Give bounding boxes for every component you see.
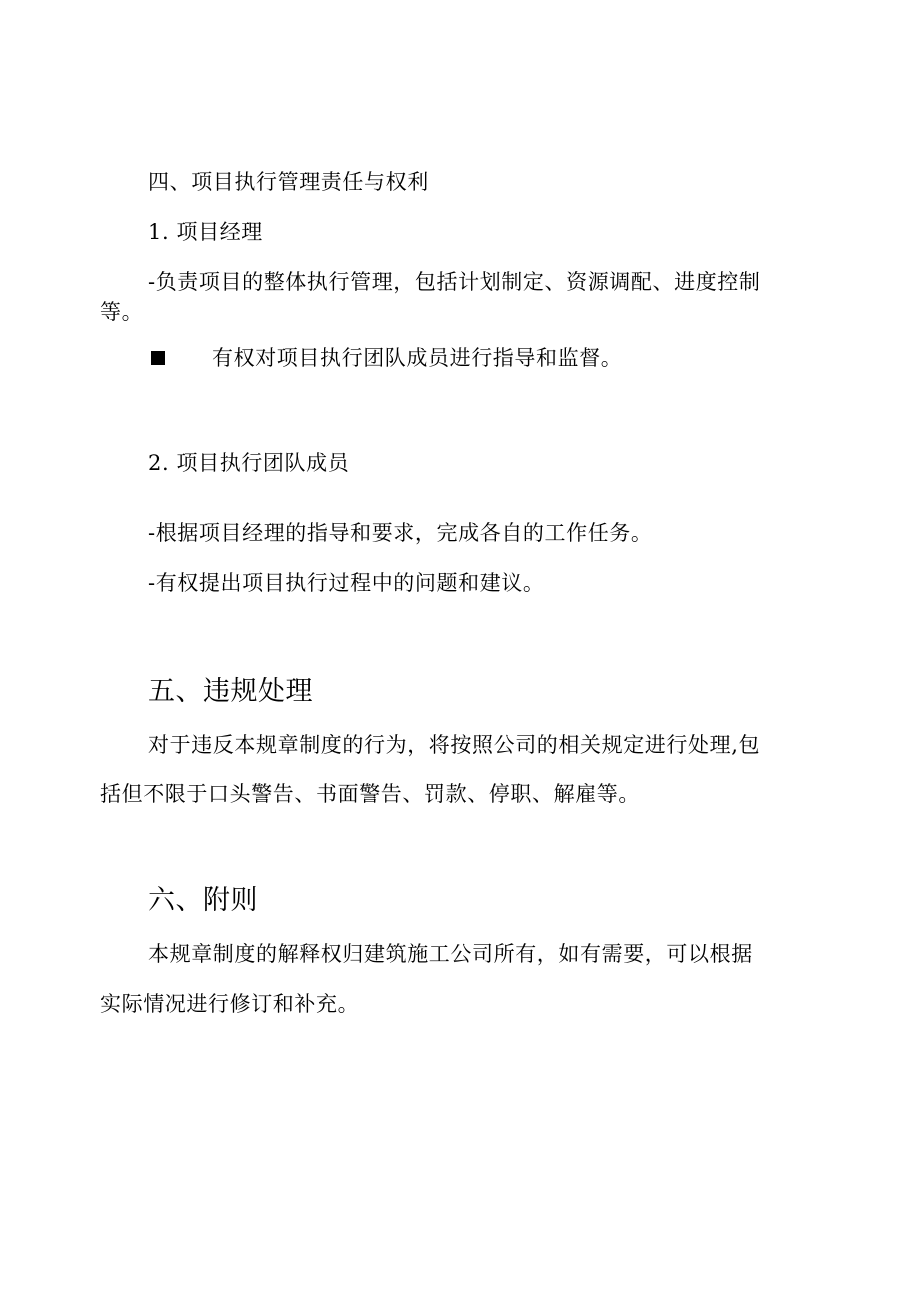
section-6-body-line-1: 本规章制度的解释权归建筑施工公司所有，如有需要，可以根据 — [148, 942, 753, 966]
project-manager-duty-line-1: -负责项目的整体执行管理，包括计划制定、资源调配、进度控制 — [148, 270, 761, 294]
team-member-heading: 2. 项目执行团队成员 — [148, 451, 350, 475]
project-manager-heading: 1. 项目经理 — [148, 220, 263, 244]
section-6-body-line-2: 实际情况进行修订和补充。 — [100, 992, 360, 1016]
project-manager-right: 有权对项目执行团队成员进行指导和监督。 — [212, 346, 623, 370]
square-bullet-icon — [151, 351, 165, 365]
team-member-duty: -根据项目经理的指导和要求，完成各自的工作任务。 — [148, 521, 653, 545]
section-5-title: 五、违规处理 — [148, 676, 313, 707]
section-6-title: 六、附则 — [148, 885, 258, 916]
section-5-body-line-1: 对于违反本规章制度的行为，将按照公司的相关规定进行处理,包 — [148, 733, 761, 757]
section-4-title: 四、项目执行管理责任与权利 — [148, 170, 429, 194]
section-5-body-line-2: 括但不限于口头警告、书面警告、罚款、停职、解雇等。 — [100, 782, 640, 806]
project-manager-duty-line-2: 等。 — [100, 300, 144, 324]
team-member-right: -有权提出项目执行过程中的问题和建议。 — [148, 571, 545, 595]
